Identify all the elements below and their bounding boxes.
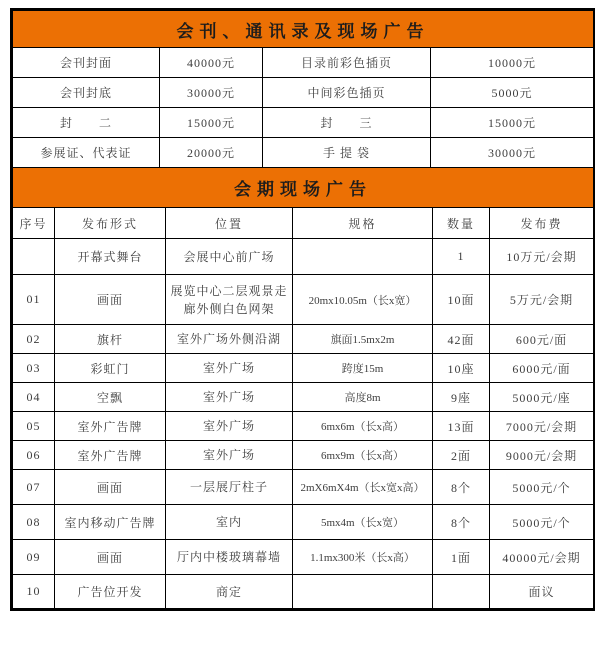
section2-title: 会期现场广告 xyxy=(13,168,594,208)
spec-cell: 2mX6mX4m（长x宽x高） xyxy=(293,470,433,505)
col-header-form: 发布形式 xyxy=(55,208,166,239)
item-cell: 封 三 xyxy=(263,108,431,138)
price-cell: 15000元 xyxy=(160,108,263,138)
form-cell: 旗杆 xyxy=(55,325,166,354)
col-header-seq: 序号 xyxy=(13,208,55,239)
qty-cell: 8个 xyxy=(433,505,490,540)
table-row xyxy=(13,48,594,78)
qty-cell: 10座 xyxy=(433,354,490,383)
section1-title-row xyxy=(13,11,594,48)
ad-price-document xyxy=(10,8,595,611)
fee-cell: 40000元/会期 xyxy=(490,540,594,575)
location-cell: 商定 xyxy=(166,575,293,609)
qty-cell: 10面 xyxy=(433,275,490,325)
item-cell: 中间彩色插页 xyxy=(263,78,431,108)
fee-cell: 10万元/会期 xyxy=(490,239,594,275)
price-cell: 10000元 xyxy=(431,48,594,78)
onsite-ads-table xyxy=(12,167,594,609)
location-cell: 会展中心前广场 xyxy=(166,239,293,275)
table-row xyxy=(13,325,594,354)
seq-cell: 02 xyxy=(13,325,55,354)
qty-cell xyxy=(433,575,490,609)
table-row xyxy=(13,275,594,325)
location-cell: 室外广场 xyxy=(166,412,293,441)
table-row xyxy=(13,383,594,412)
item-cell: 参展证、代表证 xyxy=(13,138,160,168)
qty-cell: 1面 xyxy=(433,540,490,575)
spec-cell xyxy=(293,239,433,275)
spec-cell xyxy=(293,575,433,609)
price-cell: 40000元 xyxy=(160,48,263,78)
form-cell: 画面 xyxy=(55,470,166,505)
fee-cell: 6000元/面 xyxy=(490,354,594,383)
location-cell: 室外广场 xyxy=(166,383,293,412)
fee-cell: 5000元/座 xyxy=(490,383,594,412)
location-cell: 室内 xyxy=(166,505,293,540)
spec-cell: 6mx9m（长x高） xyxy=(293,441,433,470)
form-cell: 彩虹门 xyxy=(55,354,166,383)
table-row xyxy=(13,470,594,505)
fee-cell: 5000元/个 xyxy=(490,470,594,505)
spec-cell: 5mx4m（长x宽） xyxy=(293,505,433,540)
col-header-qty: 数量 xyxy=(433,208,490,239)
seq-cell: 07 xyxy=(13,470,55,505)
location-cell: 一层展厅柱子 xyxy=(166,470,293,505)
form-cell: 室外广告牌 xyxy=(55,441,166,470)
table-row xyxy=(13,505,594,540)
section1-title: 会刊、通讯录及现场广告 xyxy=(13,11,594,48)
seq-cell: 01 xyxy=(13,275,55,325)
seq-cell: 10 xyxy=(13,575,55,609)
table-row xyxy=(13,441,594,470)
qty-cell: 9座 xyxy=(433,383,490,412)
item-cell: 会刊封底 xyxy=(13,78,160,108)
fee-cell: 5万元/会期 xyxy=(490,275,594,325)
seq-cell: 04 xyxy=(13,383,55,412)
seq-cell: 05 xyxy=(13,412,55,441)
section2-title-row xyxy=(13,168,594,208)
location-cell: 室外广场 xyxy=(166,354,293,383)
price-cell: 15000元 xyxy=(431,108,594,138)
spec-cell: 高度8m xyxy=(293,383,433,412)
location-cell: 厅内中楼玻璃幕墙 xyxy=(166,540,293,575)
fee-cell: 7000元/会期 xyxy=(490,412,594,441)
seq-cell xyxy=(13,239,55,275)
form-cell: 广告位开发 xyxy=(55,575,166,609)
price-cell: 5000元 xyxy=(431,78,594,108)
spec-cell: 20mx10.05m（长x宽） xyxy=(293,275,433,325)
table-row xyxy=(13,575,594,609)
journal-ads-table xyxy=(12,10,594,168)
item-cell: 手 提 袋 xyxy=(263,138,431,168)
price-cell: 30000元 xyxy=(431,138,594,168)
fee-cell: 600元/面 xyxy=(490,325,594,354)
table-row xyxy=(13,540,594,575)
location-cell: 室外广场外侧沿湖 xyxy=(166,325,293,354)
fee-cell: 9000元/会期 xyxy=(490,441,594,470)
spec-cell: 1.1mx300米（长x高） xyxy=(293,540,433,575)
spec-cell: 跨度15m xyxy=(293,354,433,383)
location-cell: 室外广场 xyxy=(166,441,293,470)
form-cell: 室外广告牌 xyxy=(55,412,166,441)
qty-cell: 13面 xyxy=(433,412,490,441)
table-row xyxy=(13,239,594,275)
item-cell: 目录前彩色插页 xyxy=(263,48,431,78)
form-cell: 空飘 xyxy=(55,383,166,412)
fee-cell: 5000元/个 xyxy=(490,505,594,540)
qty-cell: 42面 xyxy=(433,325,490,354)
seq-cell: 09 xyxy=(13,540,55,575)
fee-cell: 面议 xyxy=(490,575,594,609)
qty-cell: 1 xyxy=(433,239,490,275)
form-cell: 画面 xyxy=(55,275,166,325)
spec-cell: 旗面1.5mx2m xyxy=(293,325,433,354)
col-header-location: 位置 xyxy=(166,208,293,239)
qty-cell: 2面 xyxy=(433,441,490,470)
table-row xyxy=(13,78,594,108)
col-header-spec: 规格 xyxy=(293,208,433,239)
table-row xyxy=(13,412,594,441)
qty-cell: 8个 xyxy=(433,470,490,505)
seq-cell: 08 xyxy=(13,505,55,540)
form-cell: 画面 xyxy=(55,540,166,575)
table-row xyxy=(13,354,594,383)
spec-cell: 6mx6m（长x高） xyxy=(293,412,433,441)
form-cell: 开幕式舞台 xyxy=(55,239,166,275)
seq-cell: 06 xyxy=(13,441,55,470)
form-cell: 室内移动广告牌 xyxy=(55,505,166,540)
col-header-fee: 发布费 xyxy=(490,208,594,239)
item-cell: 封 二 xyxy=(13,108,160,138)
table-row xyxy=(13,108,594,138)
seq-cell: 03 xyxy=(13,354,55,383)
price-cell: 30000元 xyxy=(160,78,263,108)
item-cell: 会刊封面 xyxy=(13,48,160,78)
table-row xyxy=(13,138,594,168)
column-header-row xyxy=(13,208,594,239)
price-cell: 20000元 xyxy=(160,138,263,168)
location-cell: 展览中心二层观景走廊外侧白色网架 xyxy=(166,275,293,325)
